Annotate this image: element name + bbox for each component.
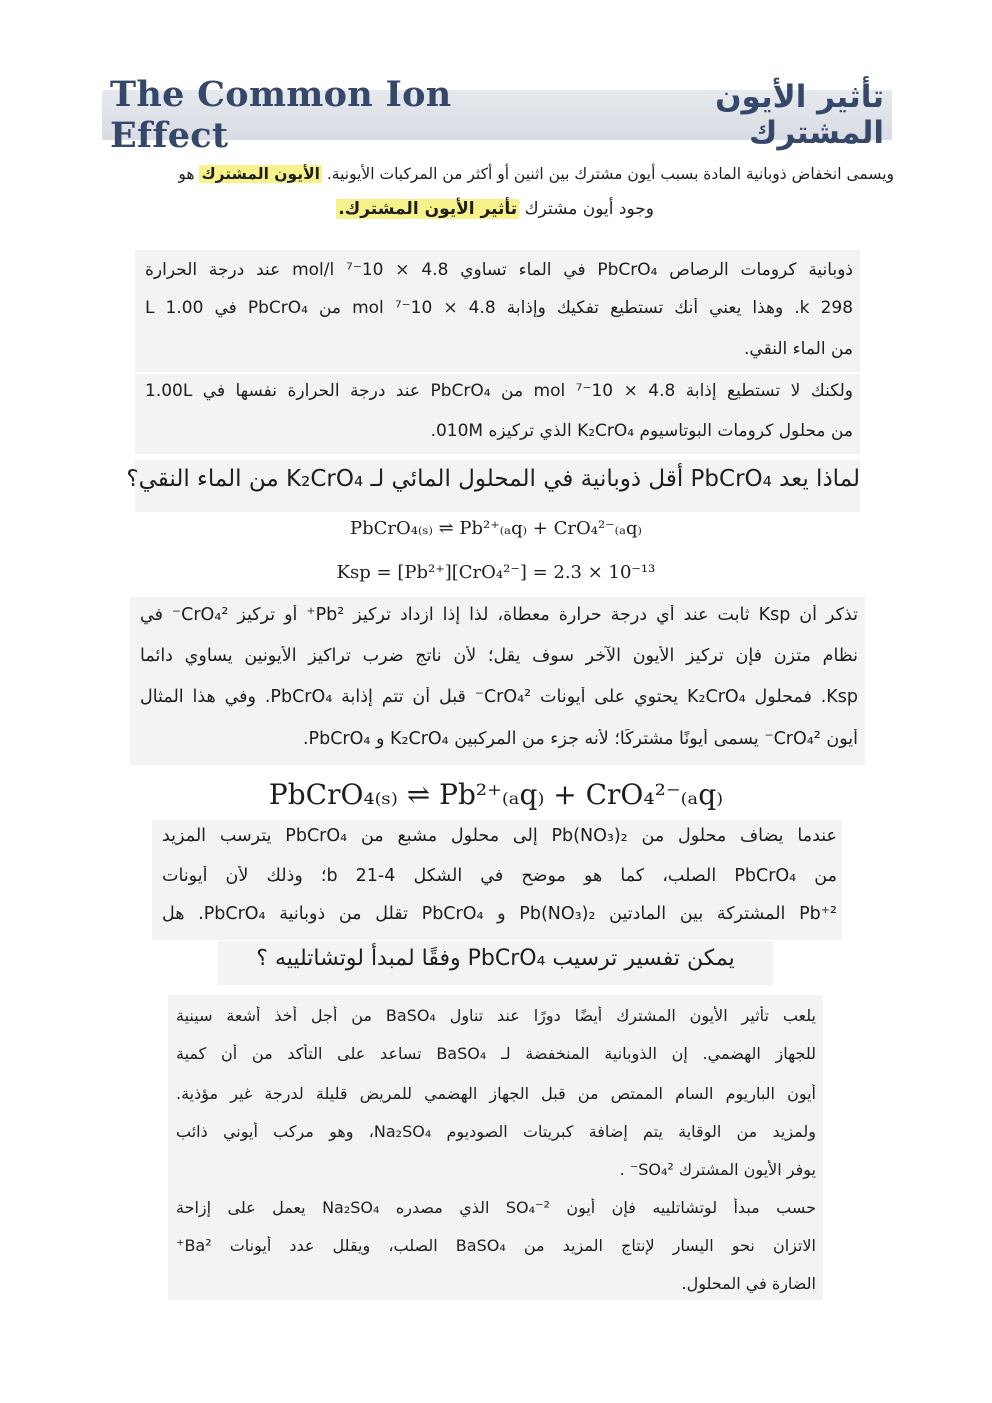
block1-line-1: ذوبانية كرومات الرصاص PbCrO₄ في الماء تساوي 4.8 × 10⁻⁷ mol/l عند درجة الحرارة <box>145 260 853 280</box>
title-arabic: تأثير الأيون المشترك <box>715 79 884 151</box>
block3-line-1: تذكر أن Ksp ثابت عند أي درجة حرارة معطاة، لذا إذا ازداد تركيز Pb²⁺ أو تركيز CrO₄²⁻ في <box>140 605 858 625</box>
intro-line-1 <box>178 165 894 184</box>
block3-line-3: Ksp. فمحلول K₂CrO₄ يحتوي على أيونات CrO₄²⁻ قبل أن تتم إذابة PbCrO₄. وفي هذا المثال <box>140 687 858 707</box>
block5-line-5: يوفر الأيون المشترك SO₄²⁻ . <box>619 1160 816 1179</box>
block5-line-4: ولمزيد من الوقاية يتم إضافة كبريتات الصوديوم Na₂SO₄، وهو مركب أيوني ذائب <box>176 1122 816 1141</box>
block2-line-1: ولكنك لا تستطيع إذابة 4.8 × 10⁻⁷ mol من PbCrO₄ عند درجة الحرارة نفسها في 1.00L <box>145 381 853 401</box>
intro-main: ويسمى انخفاض ذوبانية المادة بسبب أيون مشترك بين اثنين أو أكثر من المركبات الأيونية. <box>326 165 894 183</box>
large-equilibrium-equation: PbCrO₄₍ₛ₎ ⇌ Pb²⁺₍ₐq₎ + CrO₄²⁻₍ₐq₎ <box>268 778 724 811</box>
block3-line-2: نظام متزن فإن تركيز الأيون الآخر سوف يقل؛ لأن ناتج ضرب تراكيز الأيونين يساوي دائما <box>140 646 858 666</box>
block5-line-8: الضارة في المحلول. <box>681 1274 816 1293</box>
block4-line-1: عندما يضاف محلول من Pb(NO₃)₂ إلى محلول مشبع من PbCrO₄ يترسب المزيد <box>162 826 837 846</box>
intro-line2-main: وجود أيون مشترك <box>524 199 654 219</box>
block3-line-4: أيون CrO₄²⁻ يسمى أيونًا مشتركًا؛ لأنه جزء من المركبين K₂CrO₄ و PbCrO₄. <box>302 729 858 749</box>
intro-tail: هو <box>178 165 195 183</box>
block4-line-2: من PbCrO₄ الصلب، كما هو موضح في الشكل b 21-4؛ وذلك لأن أيونات <box>162 866 837 886</box>
intro-highlight-term: الأيون المشترك <box>201 165 320 183</box>
intro-line-2 <box>336 199 654 219</box>
equilibrium-equation: PbCrO₄₍ₛ₎ ⇌ Pb²⁺₍ₐq₎ + CrO₄²⁻₍ₐq₎ <box>350 518 642 539</box>
block5-line-1: يلعب تأثير الأيون المشترك أيضًا دورًا عند تناول BaSO₄ من أجل أخذ أشعة سينية <box>176 1006 816 1025</box>
block5-line-6: حسب مبدأ لوتشاتلييه فإن أيون SO₄⁻² الذي مصدره Na₂SO₄ يعمل على إزاحة <box>176 1198 816 1217</box>
question2-text: يمكن تفسير ترسيب PbCrO₄ وفقًا لمبدأ لوتشاتلييه ؟ <box>256 946 735 971</box>
block5-line-2: للجهاز الهضمي. إن الذوبانية المنخفضة لـ BaSO₄ تساعد على التأكد من أن كمية <box>176 1044 816 1063</box>
block4-line-3: Pb⁺² المشتركة بين المادتين Pb(NO₃)₂ و PbCrO₄ تقلل من ذوبانية PbCrO₄. هل <box>162 904 837 924</box>
ksp-expression: Ksp = [Pb²⁺][CrO₄²⁻] = 2.3 × 10⁻¹³ <box>336 562 656 583</box>
title-english: The Common Ion Effect <box>110 74 452 156</box>
block5-line-7: الاتزان نحو اليسار لإنتاج المزيد من BaSO₄ الصلب، ويقلل عدد أيونات Ba²⁺ <box>176 1236 816 1255</box>
block1-line-3: من الماء النقي. <box>744 339 853 359</box>
title-banner <box>102 74 892 156</box>
block2-line-2: من محلول كرومات البوتاسيوم K₂CrO₄ الذي تركيزه 010M. <box>430 421 853 441</box>
block1-line-2: 298 k. وهذا يعني أنك تستطيع تفكيك وإذابة 4.8 × 10⁻⁷ mol من PbCrO₄ في 1.00 L <box>145 298 853 318</box>
question1-text: لماذا يعد PbCrO₄ أقل ذوبانية في المحلول المائي لـ K₂CrO₄ من الماء النقي؟ <box>126 466 860 492</box>
intro-highlight-definition: تأثير الأيون المشترك. <box>338 199 518 219</box>
block5-line-3: أيون الباريوم السام الممتص من قبل الجهاز الهضمي للمريض قليلة لدرجة غير مؤذية. <box>176 1084 816 1103</box>
